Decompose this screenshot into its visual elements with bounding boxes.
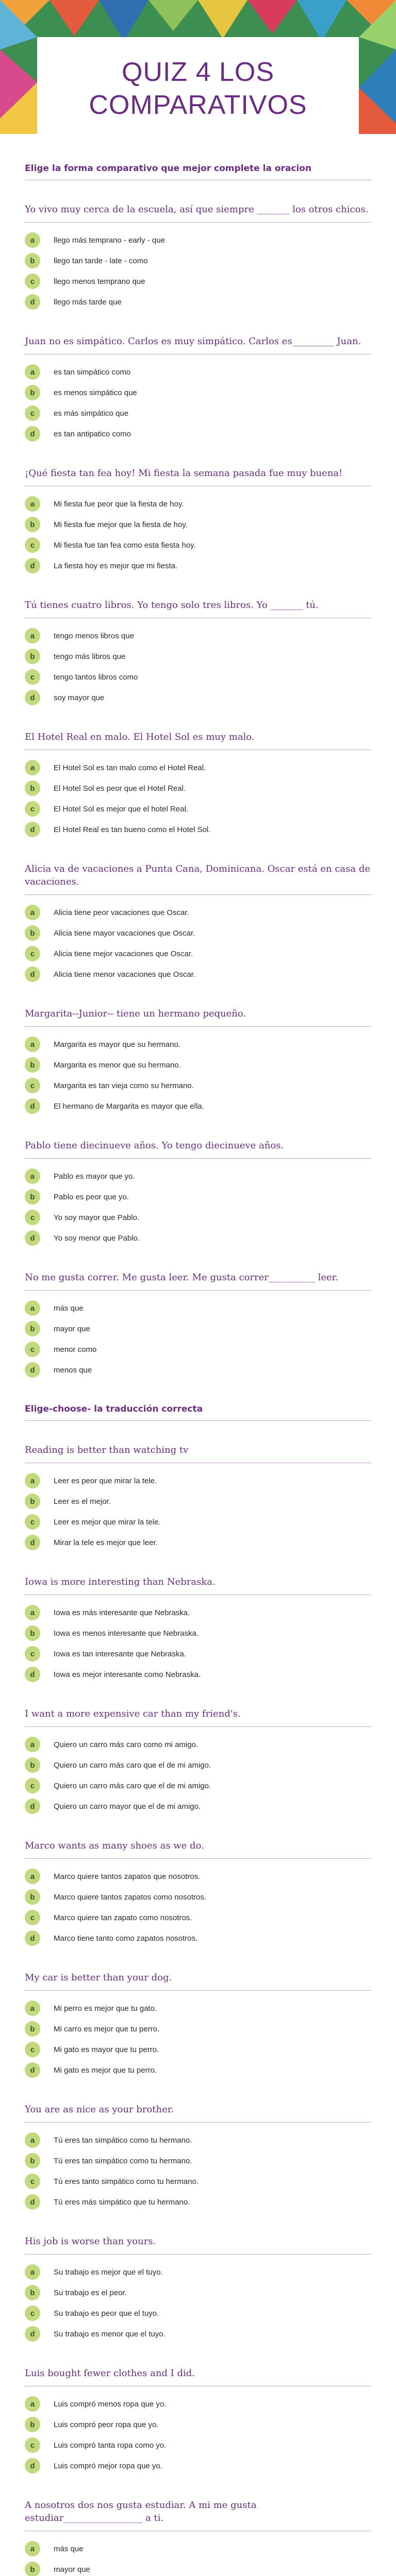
option-text: Luis compró peor ropa que yo.: [54, 2420, 159, 2429]
option-text: soy mayor que: [54, 693, 105, 702]
question-stem: His job is worse than yours.: [25, 2235, 371, 2255]
answer-option[interactable]: [25, 2455, 371, 2476]
question-block: [25, 1139, 371, 1248]
answer-option[interactable]: [25, 2414, 371, 2435]
answer-option[interactable]: [25, 2303, 371, 2324]
question-stem: Pablo tiene diecinueve años. Yo tengo diecinueve años.: [25, 1139, 371, 1159]
option-letter-badge: a: [25, 1473, 40, 1488]
option-text: mayor que: [54, 2565, 90, 2574]
option-text: es tan simpático como: [54, 367, 131, 377]
answer-option[interactable]: [25, 1207, 371, 1228]
question-block: [25, 731, 371, 840]
option-text: Alicia tiene peor vacaciones que Oscar.: [54, 908, 189, 917]
option-text: tengo tantos libros como: [54, 672, 138, 682]
title-card: [37, 37, 359, 140]
answer-option[interactable]: [25, 799, 371, 819]
option-text: Marco quiere tantos zapatos como nosotros.: [54, 1892, 206, 1902]
option-letter-badge: c: [25, 1910, 40, 1925]
answer-option[interactable]: [25, 1166, 371, 1187]
option-text: Leer es mejor que mirar la tele.: [54, 1517, 161, 1527]
option-letter-badge: b: [25, 2285, 40, 2300]
option-letter-badge: d: [25, 426, 40, 442]
answer-option[interactable]: [25, 2282, 371, 2303]
option-text: La fiesta hoy es mejor que mi fiesta.: [54, 561, 178, 570]
question-stem: Marco wants as many shoes as we do.: [25, 1839, 371, 1859]
option-letter-badge: a: [25, 496, 40, 512]
option-letter-badge: a: [25, 2396, 40, 2412]
option-text: Leer es peor que mirar la tele.: [54, 1476, 157, 1485]
option-letter-badge: d: [25, 558, 40, 573]
option-text: Luis compró tanta ropa como yo.: [54, 2441, 167, 2450]
question-stem: Luis bought fewer clothes and I did.: [25, 2367, 371, 2386]
option-text: Mi perro es mejor que tu gato.: [54, 2004, 157, 2013]
option-text: es tan antipatico como: [54, 429, 131, 438]
option-text: menos que: [54, 1365, 92, 1375]
option-text: Mi carro es mejor que tu perro.: [54, 2024, 160, 2033]
answer-option[interactable]: [25, 250, 371, 271]
option-text: Margarita es tan vieja como su hermano.: [54, 1081, 194, 1090]
option-text: Margarita es menor que su hermano.: [54, 1060, 181, 1070]
answer-option[interactable]: [25, 1034, 371, 1055]
answer-option[interactable]: [25, 555, 371, 576]
question-stem: No me gusta correr. Me gusta leer. Me gusta correr__________ leer.: [25, 1271, 371, 1291]
option-text: El Hotel Sol es mejor que el hotel Real.: [54, 804, 188, 814]
option-text: Mi gato es mayor que tu perro.: [54, 2045, 159, 2054]
question-block: [25, 1444, 371, 1553]
question-block: [25, 1575, 371, 1685]
option-letter-badge: a: [25, 628, 40, 643]
answer-option[interactable]: [25, 1623, 371, 1643]
option-letter-badge: d: [25, 690, 40, 705]
option-letter-badge: d: [25, 1930, 40, 1946]
answer-option[interactable]: [25, 535, 371, 555]
question-stem: Iowa is more interesting than Nebraska.: [25, 1575, 371, 1595]
option-text: Quiero un carro más caro como mi amigo.: [54, 1740, 199, 1749]
answer-option[interactable]: [25, 819, 371, 840]
option-text: Tú eres más simpático que tu hermano.: [54, 2197, 190, 2207]
option-text: El Hotel Real es tan bueno como el Hotel Sol.: [54, 825, 211, 834]
option-letter-badge: b: [25, 1757, 40, 1773]
option-letter-badge: c: [25, 2042, 40, 2057]
answer-option[interactable]: [25, 646, 371, 667]
option-text: Alicia tiene mayor vacaciones que Oscar.: [54, 928, 195, 938]
answer-option[interactable]: [25, 1491, 371, 1512]
question-stem: My car is better than your dog.: [25, 1971, 371, 1991]
answer-option[interactable]: [25, 1755, 371, 1775]
option-text: Mi fiesta fue peor que la fiesta de hoy.: [54, 499, 184, 509]
option-text: Mi fiesta fue mejor que la fiesta de hoy.: [54, 520, 188, 529]
option-letter-badge: c: [25, 1210, 40, 1225]
question-block: [25, 862, 371, 985]
question-stem: Reading is better than watching tv: [25, 1444, 371, 1463]
option-letter-badge: c: [25, 669, 40, 685]
option-text: Marco quiere tantos zapatos que nosotros.: [54, 1872, 201, 1881]
answer-option[interactable]: [25, 494, 371, 514]
option-text: menor como: [54, 1345, 97, 1354]
option-letter-badge: c: [25, 2174, 40, 2189]
answer-option[interactable]: [25, 2019, 371, 2039]
answer-option[interactable]: [25, 1602, 371, 1623]
answer-option[interactable]: [25, 1866, 371, 1887]
option-letter-badge: d: [25, 822, 40, 837]
option-letter-badge: b: [25, 2021, 40, 2037]
question-stem: Tú tienes cuatro libros. Yo tengo solo tres libros. Yo _______ tú.: [25, 599, 371, 618]
option-letter-badge: b: [25, 1625, 40, 1641]
option-letter-badge: a: [25, 364, 40, 380]
answer-option[interactable]: [25, 2435, 371, 2455]
section-heading: Elige-choose- la traducción correcta: [25, 1403, 371, 1421]
question-block: [25, 2235, 371, 2344]
option-letter-badge: a: [25, 2132, 40, 2148]
question-stem: El Hotel Real en malo. El Hotel Sol es muy malo.: [25, 731, 371, 750]
option-letter-badge: c: [25, 946, 40, 961]
answer-option[interactable]: [25, 2394, 371, 2414]
option-letter-badge: c: [25, 1078, 40, 1093]
answer-option[interactable]: [25, 2039, 371, 2060]
question-block: [25, 203, 371, 312]
option-letter-badge: a: [25, 1869, 40, 1884]
question-block: [25, 335, 371, 444]
option-text: Su trabajo es mejor que el tuyo.: [54, 2267, 163, 2277]
option-text: Su trabajo es el peor.: [54, 2288, 127, 2297]
answer-option[interactable]: [25, 964, 371, 985]
option-text: Alicia tiene mejor vacaciones que Oscar.: [54, 949, 193, 958]
question-stem: Margarita--Junior-- tiene un hermano pequeño.: [25, 1007, 371, 1027]
answer-option[interactable]: [25, 423, 371, 444]
answer-option[interactable]: [25, 1470, 371, 1491]
answer-option[interactable]: [25, 230, 371, 250]
answer-option[interactable]: [25, 1075, 371, 1096]
answer-option[interactable]: [25, 1928, 371, 1948]
option-text: Marco quiere tan zapato como nosotros.: [54, 1913, 192, 1922]
option-letter-badge: c: [25, 2437, 40, 2453]
question-block: [25, 1839, 371, 1948]
option-letter-badge: d: [25, 967, 40, 982]
answer-option[interactable]: [25, 625, 371, 646]
question-stem: Alicia va de vacaciones a Punta Cana, Dominicana. Oscar está en casa de vacaciones.: [25, 862, 371, 895]
answer-option[interactable]: [25, 1643, 371, 1664]
answer-option[interactable]: [25, 292, 371, 312]
option-text: Mi fiesta fue tan fea como esta fiesta hoy.: [54, 540, 196, 550]
option-text: Leer es el mejor.: [54, 1497, 111, 1506]
answer-option[interactable]: [25, 1339, 371, 1360]
option-letter-badge: d: [25, 294, 40, 310]
option-letter-badge: c: [25, 1514, 40, 1530]
answer-option[interactable]: [25, 778, 371, 799]
answer-option[interactable]: [25, 1318, 371, 1339]
answer-option[interactable]: [25, 1998, 371, 2019]
answer-option[interactable]: [25, 362, 371, 382]
option-text: tengo menos libros que: [54, 631, 134, 640]
option-letter-badge: a: [25, 1605, 40, 1620]
option-letter-badge: d: [25, 1667, 40, 1682]
option-letter-badge: b: [25, 385, 40, 400]
answer-option[interactable]: [25, 943, 371, 964]
answer-option[interactable]: [25, 2130, 371, 2150]
option-letter-badge: b: [25, 517, 40, 532]
answer-option[interactable]: [25, 1512, 371, 1532]
question-block: [25, 467, 371, 576]
option-letter-badge: b: [25, 2562, 40, 2576]
question-block: [25, 1971, 371, 2080]
page-title: QUIZ 4 LOS COMPARATIVOS: [89, 57, 307, 120]
option-letter-badge: b: [25, 2153, 40, 2168]
option-letter-badge: c: [25, 537, 40, 553]
question-stem: I want a more expensive car than my friend's.: [25, 1707, 371, 1727]
question-block: [25, 2367, 371, 2476]
answer-option[interactable]: [25, 2150, 371, 2171]
answer-option[interactable]: [25, 514, 371, 535]
option-letter-badge: c: [25, 801, 40, 817]
option-letter-badge: a: [25, 1037, 40, 1052]
answer-option[interactable]: [25, 1907, 371, 1928]
answer-option[interactable]: [25, 271, 371, 292]
option-letter-badge: c: [25, 274, 40, 289]
option-text: más que: [54, 1303, 84, 1313]
option-letter-badge: a: [25, 1168, 40, 1184]
question-stem: A nosotros dos nos gusta estudiar. A mi me gusta estudiar_________________ a ti.: [25, 2499, 371, 2531]
option-text: Margarita es mayor que su hermano.: [54, 1040, 180, 1049]
answer-option[interactable]: [25, 2538, 371, 2559]
option-text: Tú eres tan simpático como tu hermano.: [54, 2136, 192, 2145]
option-letter-badge: c: [25, 1342, 40, 1357]
option-letter-badge: c: [25, 1778, 40, 1793]
option-text: Yo soy mayor que Pablo.: [54, 1213, 140, 1222]
option-letter-badge: c: [25, 1646, 40, 1662]
option-text: Alicia tiene menor vacaciones que Oscar.: [54, 970, 196, 979]
answer-option[interactable]: [25, 667, 371, 687]
option-letter-badge: b: [25, 1189, 40, 1205]
option-letter-badge: d: [25, 2062, 40, 2078]
option-letter-badge: d: [25, 1230, 40, 1246]
answer-option[interactable]: [25, 2060, 371, 2080]
option-text: Quiero un carro mayor que el de mi amigo.: [54, 1802, 201, 1811]
option-letter-badge: c: [25, 405, 40, 421]
question-block: [25, 2103, 371, 2212]
question-block: [25, 1007, 371, 1116]
question-stem: You are as nice as your brother.: [25, 2103, 371, 2123]
answer-option[interactable]: [25, 757, 371, 778]
option-letter-badge: b: [25, 1321, 40, 1336]
option-text: mayor que: [54, 1324, 90, 1333]
answer-option[interactable]: [25, 1664, 371, 1685]
option-text: Mi gato es mejor que tu perro.: [54, 2065, 157, 2075]
option-text: Quiero un carro más caro que el de mi amigo.: [54, 1781, 211, 1790]
option-text: Mirar la tele es mejor que leer.: [54, 1538, 158, 1547]
option-letter-badge: d: [25, 1799, 40, 1814]
answer-option[interactable]: [25, 2262, 371, 2282]
answer-option[interactable]: [25, 382, 371, 403]
option-text: Iowa es menos interesante que Nebraska.: [54, 1629, 199, 1638]
answer-option[interactable]: [25, 1096, 371, 1116]
option-text: Luis compró menos ropa que yo.: [54, 2399, 167, 2409]
answer-option[interactable]: [25, 1796, 371, 1817]
quiz-content: [25, 152, 371, 2576]
option-letter-badge: a: [25, 1737, 40, 1752]
answer-option[interactable]: [25, 923, 371, 943]
option-text: Pablo es mayor que yo.: [54, 1172, 135, 1181]
option-letter-badge: a: [25, 232, 40, 248]
question-stem: Yo vivo muy cerca de la escuela, así que siempre _______ los otros chicos.: [25, 203, 371, 223]
option-text: llego más temprano - early - que: [54, 235, 165, 245]
option-letter-badge: a: [25, 1300, 40, 1316]
section-heading: Elige la forma comparativo que mejor complete la oracion: [25, 162, 371, 180]
option-letter-badge: b: [25, 253, 40, 268]
option-letter-badge: a: [25, 760, 40, 775]
option-text: El Hotel Sol es peor que el Hotel Real.: [54, 784, 186, 793]
option-letter-badge: d: [25, 1535, 40, 1550]
answer-option[interactable]: [25, 1887, 371, 1907]
answer-option[interactable]: [25, 403, 371, 423]
option-text: tengo más libros que: [54, 652, 126, 661]
option-text: Luis compró mejor ropa que yo.: [54, 2461, 162, 2470]
question-block: [25, 599, 371, 708]
option-letter-badge: a: [25, 905, 40, 920]
option-text: Tú eres tan simpático como tu hermano.: [54, 2156, 192, 2165]
question-stem: Juan no es simpático. Carlos es muy simpático. Carlos es_________ Juan.: [25, 335, 371, 354]
answer-option[interactable]: [25, 2324, 371, 2344]
answer-option[interactable]: [25, 2192, 371, 2212]
answer-option[interactable]: [25, 2171, 371, 2192]
question-block: [25, 1271, 371, 1380]
option-letter-badge: b: [25, 649, 40, 664]
answer-option[interactable]: [25, 1055, 371, 1075]
option-text: Marco tiene tanto como zapatos nosotros.: [54, 1934, 198, 1943]
option-text: Yo soy menor que Pablo.: [54, 1233, 140, 1243]
question-stem: ¡Qué fiesta tan fea hoy! Mi fiesta la semana pasada fue muy buena!: [25, 467, 371, 486]
answer-option[interactable]: [25, 2559, 371, 2576]
option-text: más que: [54, 2544, 84, 2553]
option-letter-badge: b: [25, 925, 40, 941]
option-text: es menos simpático que: [54, 388, 137, 397]
question-block: [25, 2499, 371, 2576]
option-text: Quiero un carro más caro que el de mi amigo.: [54, 1760, 211, 1770]
option-text: es más simpático que: [54, 409, 129, 418]
option-letter-badge: d: [25, 1362, 40, 1378]
answer-option[interactable]: [25, 687, 371, 708]
answer-option[interactable]: [25, 902, 371, 923]
option-letter-badge: d: [25, 2458, 40, 2473]
answer-option[interactable]: [25, 1775, 371, 1796]
option-letter-badge: a: [25, 2001, 40, 2016]
option-letter-badge: d: [25, 2194, 40, 2210]
question-block: [25, 1707, 371, 1817]
option-text: El hermano de Margarita es mayor que ella.: [54, 1101, 204, 1111]
option-text: Su trabajo es menor que el tuyo.: [54, 2329, 166, 2338]
option-letter-badge: b: [25, 1494, 40, 1509]
answer-option[interactable]: [25, 1298, 371, 1318]
option-text: Iowa es mejor interesante como Nebraska.: [54, 1670, 201, 1679]
option-text: llego tan tarde - late - como: [54, 256, 148, 265]
answer-option[interactable]: [25, 1228, 371, 1248]
option-text: Iowa es tan interesante que Nebraska.: [54, 1649, 186, 1658]
option-letter-badge: c: [25, 2306, 40, 2321]
option-text: El Hotel Sol es tan malo como el Hotel Real.: [54, 763, 206, 772]
option-letter-badge: d: [25, 2326, 40, 2342]
option-letter-badge: b: [25, 1889, 40, 1905]
answer-option[interactable]: [25, 1360, 371, 1380]
option-text: Tú eres tanto simpático como tu hermano.: [54, 2177, 199, 2186]
answer-option[interactable]: [25, 1187, 371, 1207]
option-letter-badge: d: [25, 1098, 40, 1114]
option-text: Pablo es peor que yo.: [54, 1192, 129, 1201]
answer-option[interactable]: [25, 1532, 371, 1553]
option-letter-badge: b: [25, 1057, 40, 1073]
answer-option[interactable]: [25, 1734, 371, 1755]
option-text: Su trabajo es peor que el tuyo.: [54, 2309, 159, 2318]
option-letter-badge: b: [25, 781, 40, 796]
option-text: llego menos temprano que: [54, 277, 145, 286]
option-letter-badge: a: [25, 2264, 40, 2280]
option-text: llego más tarde que: [54, 297, 122, 307]
option-text: Iowa es más interesante que Nebraska.: [54, 1608, 190, 1617]
option-letter-badge: b: [25, 2417, 40, 2432]
option-letter-badge: a: [25, 2541, 40, 2556]
